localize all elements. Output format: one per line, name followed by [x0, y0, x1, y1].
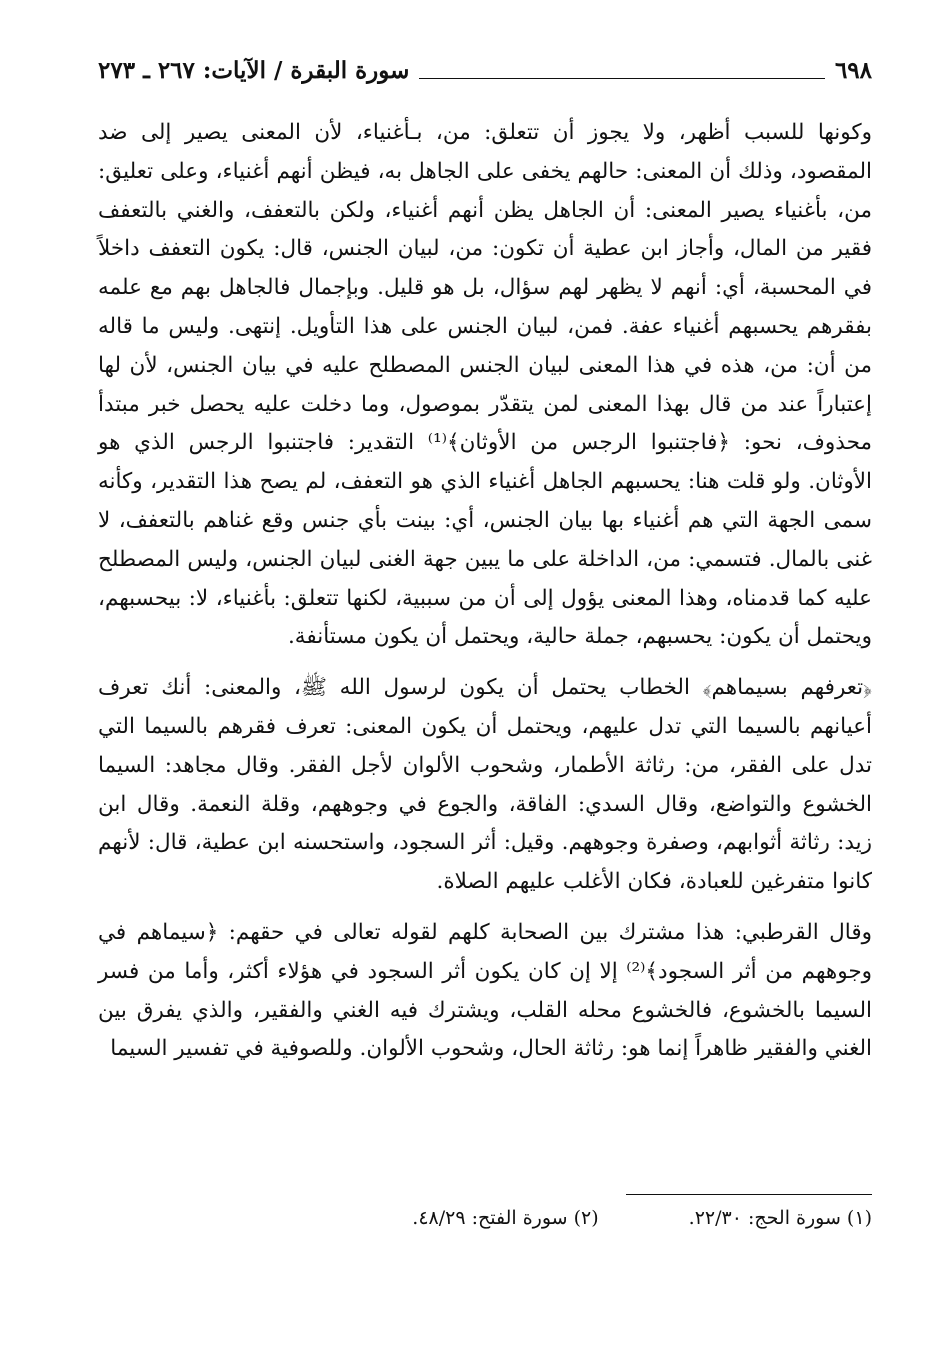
paragraph-3: وقال القرطبي: هذا مشترك بين الصحابة كلهم لقوله تعالى في حقهم: ﴿سيماهم في وجوههم من أثر السجود﴾⁽²⁾ إلا إن كان يكون أثر السجود في هؤلاء أكثر، وأما من فسر السيما بالخشوع، فالخشوع محله القلب، ويشترك فيه الغني والفقير، والذي يفرق بين الغني والفقير ظاهراً إنما هو: رثاثة الحال، وشحوب الألوان. وللصوفية في تفسير السيما [98, 919, 872, 1062]
paragraph-1: وكونها للسبب أظهر، ولا يجوز أن تتعلق: من، بـأغنياء، لأن المعنى يصير إلى ضد المقصود، وذلك أن المعنى: حالهم يخفى على الجاهل به، فيظن أنهم أغنياء، وعلى تعليق: من، بأغنياء يصير المعنى: أن الجاهل يظن أنهم أغنياء، ولكن بالتعفف، والغني بالتعفف فقير من المال، وأجاز ابن عطية أن تكون: من، لبيان الجنس، قال: يكون التعفف داخلاً في المحسبة، أي: أنهم لا يظهر لهم سؤال، بل هو قليل. وبإجمال فالجاهل بهم مع علمه بفقرهم يحسبهم أغنياء عفة. فمن، لبيان الجنس على هذا التأويل. إنتهى. وليس ما قاله من أن: من، هذه في هذا المعنى لبيان الجنس المصطلح عليه في بيان الجنس، لأن لها إعتباراً عند من قال بهذا المعنى لمن يتقدّر بموصول، وما دخلت عليه يحصل خبر مبتدأ محذوف، نحو: ﴿فاجتنبوا الرجس من الأوثان﴾⁽¹⁾ التقدير: فاجتنبوا الرجس الذي هو الأوثان. ولو قلت هنا: يحسبهم الجاهل أغنياء الذي هو التعفف، لم يصح هذا التقدير، وكأنه سمى الجهة التي هم أغنياء بها بيان الجنس، أي: بينت بأي جنس وقع غناهم بالتعفف، لا غنى بالمال. فتسمي: من، الداخلة على ما يبين جهة الغنى لبيان الجنس، وليس المصطلح عليه كما قدمناه، وهذا المعنى يؤول إلى أن من سببية، لكنها تتعلق: بأغنياء، لا: بيحسبهم، ويحتمل أن يكون: يحسبهم، جملة حالية، ويحتمل أن يكون مستأنفة. [98, 120, 872, 650]
paragraph-2: ﴿تعرفهم بسيماهم﴾ الخطاب يحتمل أن يكون لرسول الله ﷺ، والمعنى: أنك تعرف أعيانهم بالسيما التي تدل عليهم، ويحتمل أن يكون المعنى: تعرف فقرهم بالسيما التي تدل على الفقر، من: رثاثة الأطمار، وشحوب الألوان لأجل الفقر. وقال مجاهد: السيما الخشوع والتواضع، وقال السدي: الفاقة، والجوع في وجوههم، وقلة النعمة. وقال ابن زيد: رثاثة أثوابهم، وصفرة وجوههم. وقيل: أثر السجود، واستحسنه ابن عطية، قال: لأنهم كانوا متفرغين للعبادة، فكان الأغلب عليهم الصلاة. [98, 675, 872, 895]
footnote-rule [626, 1194, 872, 1195]
body-text [98, 114, 872, 1069]
page-header [98, 52, 872, 86]
page-number: ٦٩٨ [834, 57, 872, 84]
running-title: سورة البقرة / الآيات: ٢٦٧ ـ ٢٧٣ [98, 57, 410, 84]
footnote-2: (٢) سورة الفتح: ٤٨/٢٩. [412, 1207, 599, 1229]
footnotes [98, 1204, 872, 1232]
footnote-1: (١) سورة الحج: ٢٢/٣٠. [688, 1207, 872, 1229]
header-rule [419, 78, 825, 79]
